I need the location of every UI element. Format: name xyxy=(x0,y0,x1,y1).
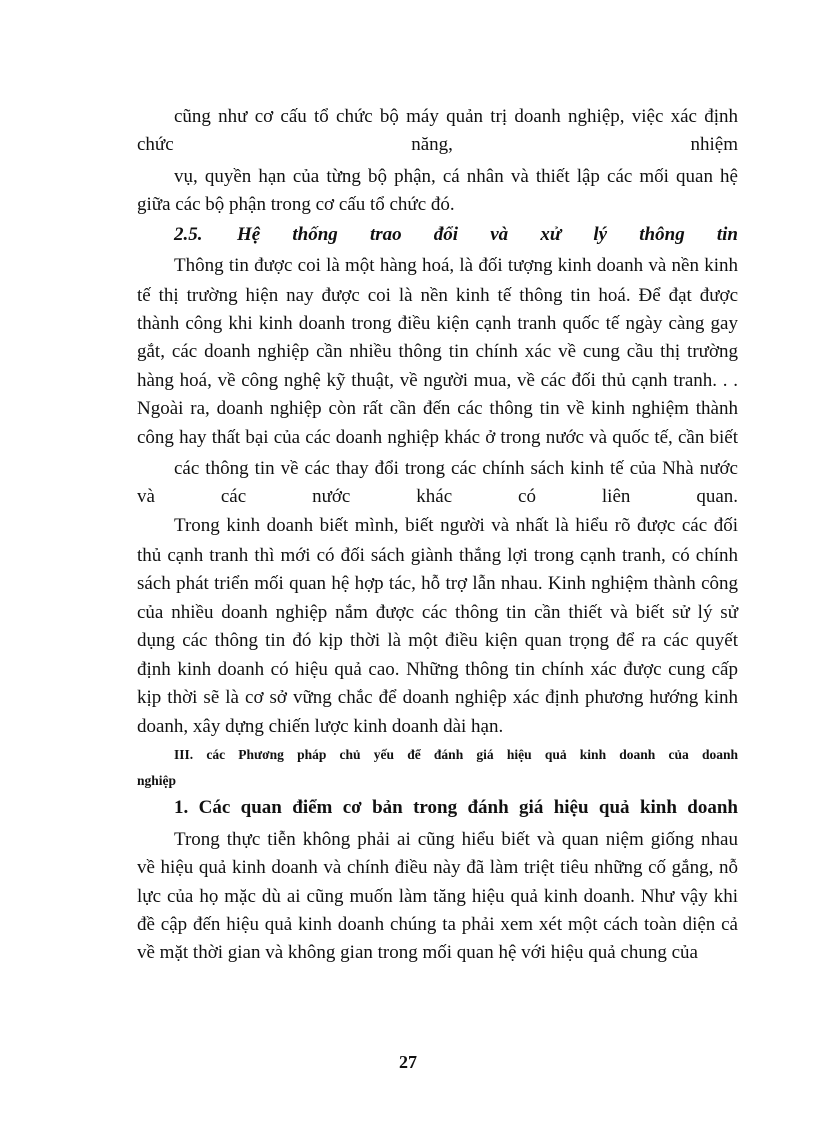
text-line: Thông tin được coi là một hàng hoá, là đối tượng kinh doanh và nền kinh xyxy=(174,255,738,276)
text-line: kịp thời sẽ là cơ sở vững chắc để doanh nghiệp xác định phương hướng kinh xyxy=(137,687,738,708)
section-number: 2.5. xyxy=(174,224,203,245)
text-line: chức năng, nhiệm xyxy=(137,134,738,155)
text-line: gắt, các doanh nghiệp cần nhiều thông tin chính xác về cung cầu thị trường xyxy=(137,341,738,362)
text-line: tế thị trường hiện nay được coi là nền kinh tế thông tin hoá. Để đạt được xyxy=(137,285,738,306)
text-line: giữa các bộ phận trong cơ cấu tổ chức đó. xyxy=(137,194,455,215)
text-line: dụng các thông tin đó kịp thời là một điều kiện quan trọng để ra các quyết xyxy=(137,630,738,651)
text-line: của nhiều doanh nghiệp nắm được các thông tin cần thiết và biết sử lý sử xyxy=(137,602,738,623)
text-line: đề cập đến hiệu quả kinh doanh chúng ta phải xem xét một cách toàn diện cả xyxy=(137,914,738,935)
text-line: sách phát triển mối quan hệ hợp tác, hỗ trợ lẫn nhau. Kinh nghiệm thành công xyxy=(137,573,738,594)
text-line: Ngoài ra, doanh nghiệp còn rất cần đến các thông tin về kinh nghiệm thành xyxy=(137,398,738,419)
text-line: Trong thực tiễn không phải ai cũng hiểu biết và quan niệm giống nhau xyxy=(174,829,738,850)
text-line: thủ cạnh tranh thì mới có đối sách giành thắng lợi trong cạnh tranh, có chính xyxy=(137,545,738,566)
chapter-heading: III. các Phương pháp chủ yếu để đánh giá hiệu quả kinh doanh của doanh xyxy=(174,747,738,762)
text-line: cũng như cơ cấu tổ chức bộ máy quản trị doanh nghiệp, việc xác định xyxy=(174,106,738,127)
text-line: hàng hoá, về công nghệ kỹ thuật, về người mua, về các đối thủ cạnh tranh. . . xyxy=(137,370,738,391)
text-line: thành công khi kinh doanh trong điều kiện cạnh tranh quốc tế ngày càng gay xyxy=(137,313,738,334)
section-heading: 1. Các quan điểm cơ bản trong đánh giá hiệu quả kinh doanh xyxy=(174,797,738,818)
page-number: 27 xyxy=(399,1052,417,1072)
text-line: định kinh doanh có hiệu quả cao. Những thông tin chính xác được cung cấp xyxy=(137,659,738,680)
text-line: các thông tin về các thay đổi trong các chính sách kinh tế của Nhà nước xyxy=(174,458,738,479)
chapter-heading-continuation: nghiệp xyxy=(137,773,177,788)
text-line: công hay thất bại của các doanh nghiệp khác ở trong nước và quốc tế, cần biết xyxy=(137,427,738,448)
text-line: về mặt thời gian và không gian trong mối quan hệ với hiệu quả chung của xyxy=(137,942,698,963)
text-line: và các nước khác có liên quan. xyxy=(137,486,738,507)
text-line: vụ, quyền hạn của từng bộ phận, cá nhân và thiết lập các mối quan hệ xyxy=(174,166,738,187)
text-line: lực của họ mặc dù ai cũng muốn làm tăng hiệu quả kinh doanh. Như vậy khi xyxy=(137,886,738,907)
text-line: về hiệu quả kinh doanh và chính điều này đã làm triệt tiêu những cố gắng, nỗ xyxy=(137,857,738,878)
section-heading: Hệ thống trao đổi và xử lý thông tin xyxy=(237,224,738,245)
text-line: doanh, xây dựng chiến lược kinh doanh dài hạn. xyxy=(137,716,504,737)
text-line: Trong kinh doanh biết mình, biết người và nhất là hiểu rõ được các đối xyxy=(174,515,738,536)
